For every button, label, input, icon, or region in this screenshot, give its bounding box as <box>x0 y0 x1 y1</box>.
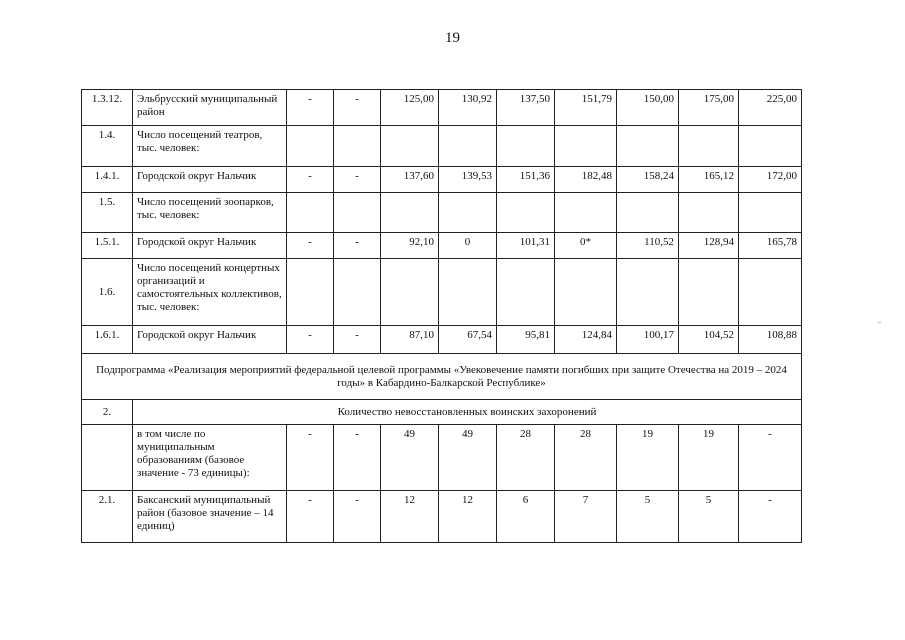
row-number: 1.5. <box>82 193 133 233</box>
table-row <box>82 425 802 491</box>
cell-value <box>497 193 555 233</box>
cell-value: - <box>287 167 334 193</box>
cell-value: 125,00 <box>381 90 439 126</box>
cell-value <box>555 193 617 233</box>
cell-value: 95,81 <box>497 326 555 354</box>
cell-value: 139,53 <box>439 167 497 193</box>
cell-value: 7 <box>555 491 617 543</box>
cell-value: 151,36 <box>497 167 555 193</box>
cell-value: 130,92 <box>439 90 497 126</box>
cell-value <box>739 126 802 167</box>
cell-value <box>679 259 739 326</box>
section-row <box>82 400 802 425</box>
table-row <box>82 491 802 543</box>
cell-value: - <box>334 167 381 193</box>
cell-value: - <box>739 491 802 543</box>
cell-value: 49 <box>381 425 439 491</box>
cell-value: - <box>287 233 334 259</box>
row-name: Число посещений зоопарков, тыс. человек: <box>133 193 287 233</box>
cell-value: 128,94 <box>679 233 739 259</box>
cell-value: 0 <box>439 233 497 259</box>
cell-value <box>439 193 497 233</box>
cell-value: - <box>287 491 334 543</box>
cell-value: - <box>334 233 381 259</box>
cell-value <box>439 126 497 167</box>
cell-value <box>617 193 679 233</box>
cell-value <box>381 193 439 233</box>
cell-value <box>381 259 439 326</box>
row-name: Городской округ Нальчик <box>133 326 287 354</box>
table-row <box>82 126 802 167</box>
row-name: Баксанский муниципальный район (базовое значение – 14 единиц) <box>133 491 287 543</box>
row-name: Число посещений театров, тыс. человек: <box>133 126 287 167</box>
table-row <box>82 90 802 126</box>
row-number: 1.5.1. <box>82 233 133 259</box>
table-row <box>82 167 802 193</box>
table-row <box>82 193 802 233</box>
cell-value: 182,48 <box>555 167 617 193</box>
subprogram-row <box>82 354 802 400</box>
row-number: 2. <box>82 400 133 425</box>
cell-value: 87,10 <box>381 326 439 354</box>
cell-value: 12 <box>439 491 497 543</box>
row-number: 1.6.1. <box>82 326 133 354</box>
row-number: 1.3.12. <box>82 90 133 126</box>
cell-value: - <box>334 326 381 354</box>
cell-value <box>497 126 555 167</box>
cell-value: 108,88 <box>739 326 802 354</box>
cell-value: - <box>334 491 381 543</box>
row-name: Городской округ Нальчик <box>133 167 287 193</box>
cell-value <box>381 126 439 167</box>
row-number: 1.6. <box>82 259 133 326</box>
cell-value <box>287 126 334 167</box>
cell-value: 92,10 <box>381 233 439 259</box>
row-name: Городской округ Нальчик <box>133 233 287 259</box>
cell-value: 104,52 <box>679 326 739 354</box>
table-row <box>82 233 802 259</box>
cell-value: 12 <box>381 491 439 543</box>
cell-value <box>679 193 739 233</box>
cell-value: 67,54 <box>439 326 497 354</box>
cell-value: 101,31 <box>497 233 555 259</box>
cell-value: 165,12 <box>679 167 739 193</box>
cell-value: 158,24 <box>617 167 679 193</box>
row-number: 1.4.1. <box>82 167 133 193</box>
cell-value: - <box>334 90 381 126</box>
cell-value: 49 <box>439 425 497 491</box>
cell-value <box>617 126 679 167</box>
scan-artifact <box>878 322 881 323</box>
row-name: Эльбрусский муниципальный район <box>133 90 287 126</box>
cell-value: - <box>739 425 802 491</box>
cell-value: 175,00 <box>679 90 739 126</box>
indicators-table <box>81 89 802 543</box>
row-name: в том числе по муниципальным образованиям (базовое значение - 73 единицы): <box>133 425 287 491</box>
cell-value: - <box>287 90 334 126</box>
cell-value: 172,00 <box>739 167 802 193</box>
cell-value: 19 <box>617 425 679 491</box>
subprogram-title: Подпрограмма «Реализация мероприятий федеральной целевой программы «Увековечение памяти погибших при защите Отечества на 2019 – 2024 годы» в Кабардино-Балкарской Республике» <box>82 354 802 400</box>
cell-value: 0* <box>555 233 617 259</box>
cell-value: - <box>287 425 334 491</box>
cell-value <box>334 193 381 233</box>
cell-value: - <box>287 326 334 354</box>
table-row <box>82 259 802 326</box>
cell-value <box>287 259 334 326</box>
row-number <box>82 425 133 491</box>
cell-value: 5 <box>617 491 679 543</box>
cell-value <box>617 259 679 326</box>
page-number: 19 <box>445 30 460 46</box>
cell-value: 150,00 <box>617 90 679 126</box>
cell-value <box>334 126 381 167</box>
cell-value <box>739 259 802 326</box>
cell-value: 28 <box>497 425 555 491</box>
cell-value <box>555 126 617 167</box>
cell-value: 19 <box>679 425 739 491</box>
cell-value: 165,78 <box>739 233 802 259</box>
cell-value <box>497 259 555 326</box>
cell-value: 100,17 <box>617 326 679 354</box>
cell-value <box>287 193 334 233</box>
section-title: Количество невосстановленных воинских захоронений <box>133 400 802 425</box>
cell-value: - <box>334 425 381 491</box>
cell-value: 124,84 <box>555 326 617 354</box>
cell-value: 110,52 <box>617 233 679 259</box>
cell-value <box>439 259 497 326</box>
table-row <box>82 326 802 354</box>
row-name: Число посещений концертных организаций и самостоятельных коллективов, тыс. человек: <box>133 259 287 326</box>
cell-value: 6 <box>497 491 555 543</box>
cell-value: 5 <box>679 491 739 543</box>
cell-value: 225,00 <box>739 90 802 126</box>
cell-value <box>739 193 802 233</box>
cell-value <box>555 259 617 326</box>
cell-value: 28 <box>555 425 617 491</box>
cell-value: 151,79 <box>555 90 617 126</box>
row-number: 1.4. <box>82 126 133 167</box>
cell-value <box>334 259 381 326</box>
row-number: 2.1. <box>82 491 133 543</box>
cell-value: 137,50 <box>497 90 555 126</box>
cell-value: 137,60 <box>381 167 439 193</box>
cell-value <box>679 126 739 167</box>
